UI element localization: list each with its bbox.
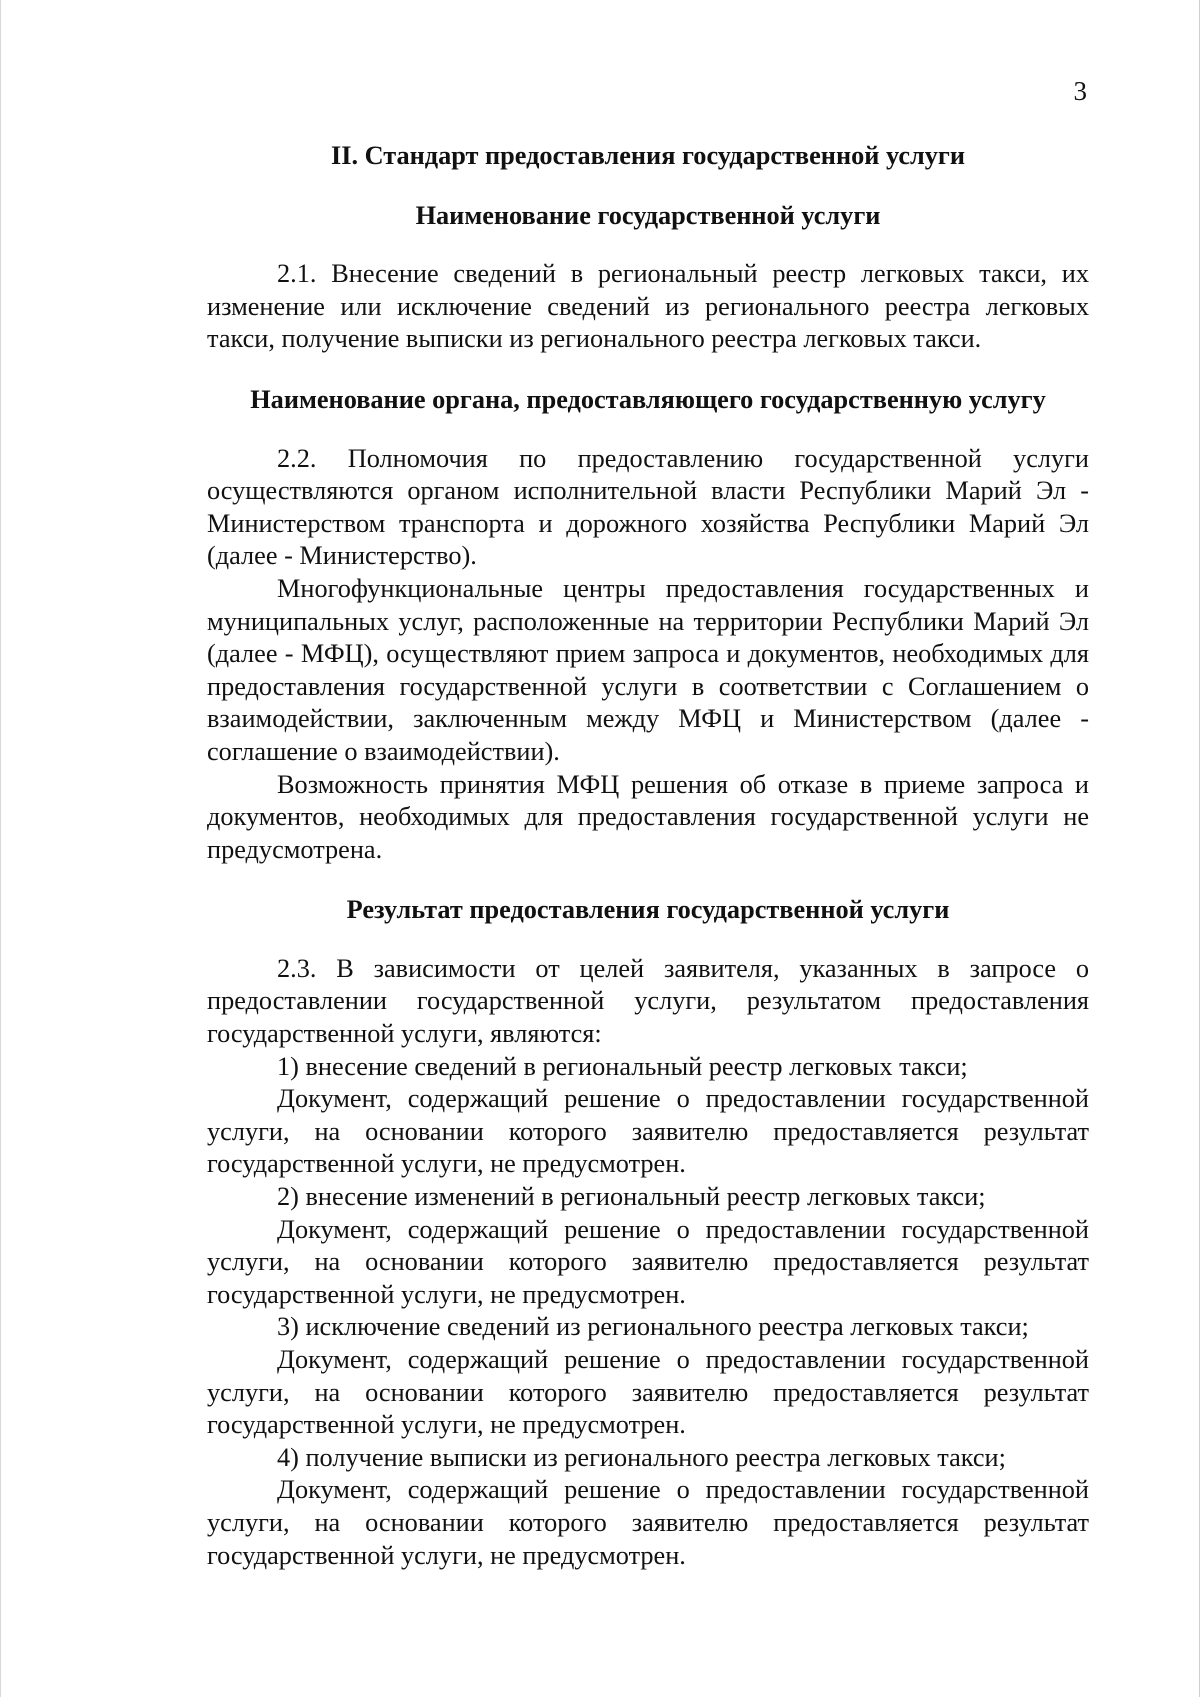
paragraph-document-1: Документ, содержащий решение о предоставлении государственной услуги, на основании которого заявителю предоставляется результат государственной услуги, не предусмотрен. [207,1084,1089,1179]
paragraph-mfc-refusal: Возможность принятия МФЦ решения об отказе в приеме запроса и документов, необходимых для предоставления государственной услуги не предусмотрена. [207,769,1089,864]
paragraph-document-3: Документ, содержащий решение о предоставлении государственной услуги, на основании которого заявителю предоставляется результат государственной услуги, не предусмотрен. [207,1345,1089,1440]
section-title: II. Стандарт предоставления государственной услуги [331,141,965,170]
list-item-4: 4) получение выписки из регионального реестра легковых такси; [277,1442,1006,1472]
paragraph-document-2: Документ, содержащий решение о предоставлении государственной услуги, на основании которого заявителю предоставляется результат государственной услуги, не предусмотрен. [207,1214,1089,1309]
page-number: 3 [1073,76,1087,106]
heading-service-name: Наименование государственной услуги [415,200,881,230]
list-item-2: 2) внесение изменений в региональный реестр легковых такси; [277,1182,986,1212]
paragraph-2-1: 2.1. Внесение сведений в региональный реестр легковых такси, их изменение или исключение сведений из регионального реестра легковых такси, получение выписки из регионального реестра легковых такси. [207,259,1089,354]
list-item-3: 3) исключение сведений из регионального реестра легковых такси; [277,1312,1029,1342]
paragraph-document-4: Документ, содержащий решение о предоставлении государственной услуги, на основании которого заявителю предоставляется результат государственной услуги, не предусмотрен. [207,1475,1089,1570]
heading-result: Результат предоставления государственной услуги [346,895,950,925]
paragraph-2-2: 2.2. Полномочия по предоставлению государственной услуги осуществляются органом исполнительной власти Республики Марий Эл - Министерством транспорта и дорожного хозяйства Республики Марий Эл (далее - Министерство). [207,443,1089,571]
heading-authority: Наименование органа, предоставляющего государственную услугу [250,384,1046,414]
document-body [207,140,1089,1572]
paragraph-2-3: 2.3. В зависимости от целей заявителя, указанных в запросе о предоставлении государственной услуги, результатом предоставления государственной услуги, являются: [207,953,1089,1049]
section-service-name [207,200,1089,356]
list-item-1: 1) внесение сведений в региональный реестр легковых такси; [277,1051,968,1081]
section-authority [207,384,1089,866]
section-result [207,894,1089,1572]
paragraph-mfc: Многофункциональные центры предоставления государственных и муниципальных услуг, расположенные на территории Республики Марий Эл (далее - МФЦ), осуществляют прием запроса и документов, необходимых для предоставления государственной услуги в соответствии с Соглашением о взаимодействии, заключенным между МФЦ и Министерством (далее - соглашение о взаимодействии). [207,573,1089,766]
